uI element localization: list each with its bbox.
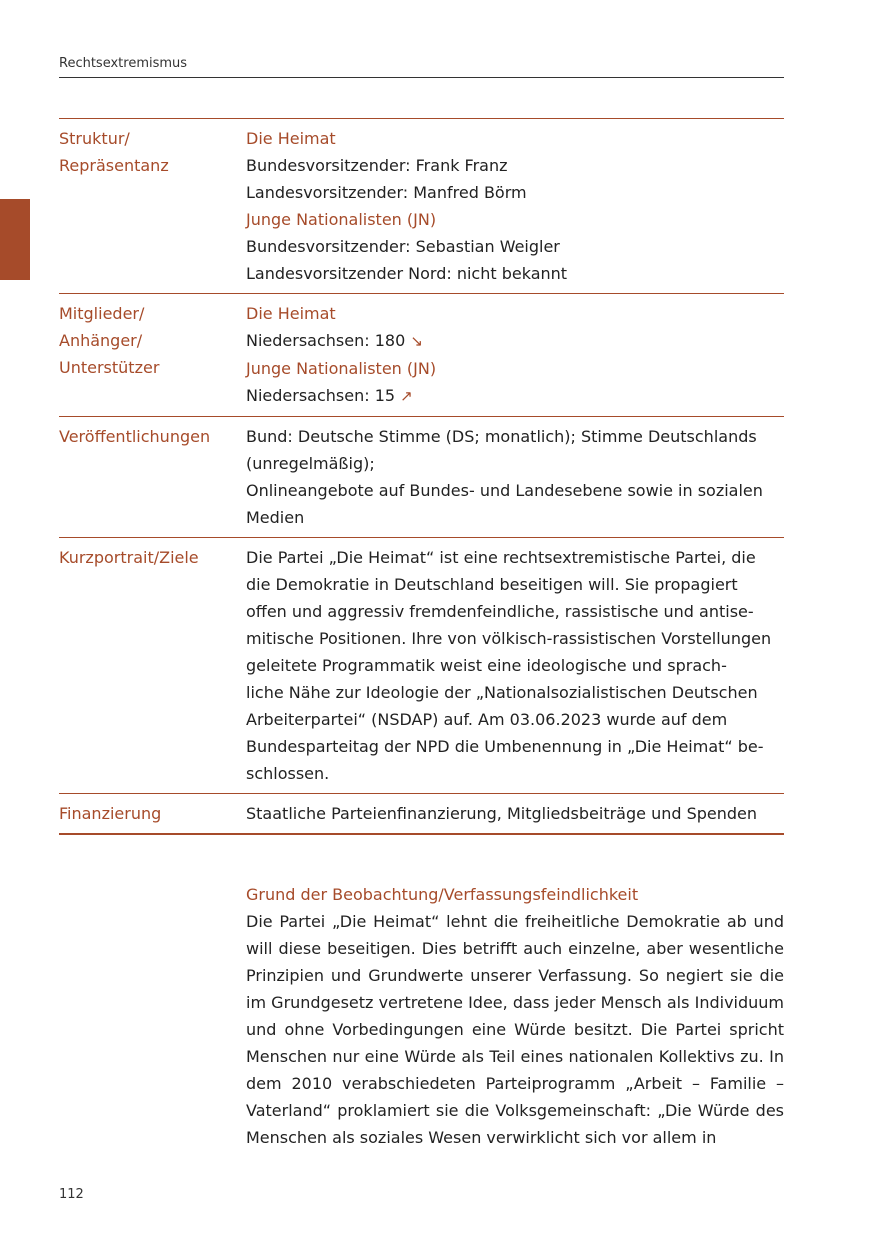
chapter-tab-marker [0,199,30,280]
value-line: Onlineangebote auf Bundes- und Landesebene sowie in sozialen [246,481,763,500]
value-line: Die Partei „Die Heimat“ ist eine rechtsextremistische Partei, die [246,548,756,567]
value-line [246,327,784,355]
running-header: Rechtsextremismus [59,56,784,78]
value-line: geleitete Programmatik weist eine ideologische und sprach- [246,656,727,675]
value-line: (unregelmäßig); [246,454,375,473]
value-line: schlossen. [246,764,330,783]
label-line: Kurzportrait/Ziele [59,548,199,567]
trend-down-icon: ↘ [410,332,423,350]
value-line: mitische Positionen. Ihre von völkisch-rassistischen Vorstellungen [246,629,772,648]
label-line: Repräsentanz [59,156,169,175]
row-label [59,794,246,835]
value-line: Medien [246,508,305,527]
row-label [59,538,246,794]
row-value [246,794,784,835]
trend-up-icon: ↗ [400,387,413,405]
value-line: Bundesvorsitzender: Frank Franz [246,156,508,175]
value-line: Bund: Deutsche Stimme (DS; monatlich); Stimme Deutschlands [246,427,757,446]
row-label [59,294,246,417]
org-name: Junge Nationalisten (JN) [246,359,437,378]
org-name: Die Heimat [246,129,336,148]
label-line: Unterstützer [59,358,160,377]
row-value [246,294,784,417]
label-line: Mitglieder/ [59,304,145,323]
label-line: Veröffentlichungen [59,427,211,446]
value-line: die Demokratie in Deutschland beseitigen will. Sie propagiert [246,575,738,594]
section-heading: Grund der Beobachtung/Verfassungsfeindlichkeit [246,885,639,904]
label-line: Anhänger/ [59,331,143,350]
observation-section [246,881,784,1151]
member-count: Niedersachsen: 15 [246,386,396,405]
value-line: Staatliche Parteienfinanzierung, Mitgliedsbeiträge und Spenden [246,804,758,823]
org-name: Die Heimat [246,304,336,323]
label-line: Finanzierung [59,804,162,823]
value-line [246,382,784,410]
table-row-kurzportrait [59,538,784,794]
value-line: Landesvorsitzender: Manfred Börm [246,183,527,202]
table-row-finanzierung [59,794,784,835]
row-value [246,417,784,538]
value-line: Bundesparteitag der NPD die Umbenennung in „Die Heimat“ be- [246,737,764,756]
value-line: Arbeiterpartei“ (NSDAP) auf. Am 03.06.2023 wurde auf dem [246,710,728,729]
section-body: Die Partei „Die Heimat“ lehnt die freiheitliche Demokratie ab und will diese beseitigen. Dies betrifft auch einzelne, aber wesentliche Prinzipien und Grundwerte unserer Verfassung. So negiert sie die im Grundgesetz vertretene Idee, dass jeder Mensch als Individuum und ohne Vorbedingungen eine Würde besitzt. Die Partei spricht Menschen nur eine Würde als Teil eines nationalen Kollektivs zu. In dem 2010 verabschiedeten Parteiprogramm „Arbeit – Familie – Vaterland“ proklamiert sie die Volksgemeinschaft: „Die Würde des Menschen als soziales Wesen verwirklicht sich vor allem in [246,912,784,1147]
label-line: Struktur/ [59,129,130,148]
fact-table [59,118,784,835]
table-row-struktur [59,119,784,294]
org-name: Junge Nationalisten (JN) [246,210,437,229]
table-row-veroeffentlichungen [59,417,784,538]
value-line: offen und aggressiv fremdenfeindliche, rassistische und antise- [246,602,754,621]
member-count: Niedersachsen: 180 [246,331,406,350]
page-number: 112 [59,1187,84,1202]
value-line: liche Nähe zur Ideologie der „Nationalsozialistischen Deutschen [246,683,758,702]
table-row-mitglieder [59,294,784,417]
row-value [246,119,784,294]
row-label [59,417,246,538]
value-line: Landesvorsitzender Nord: nicht bekannt [246,264,568,283]
value-line: Bundesvorsitzender: Sebastian Weigler [246,237,560,256]
row-label [59,119,246,294]
row-value [246,538,784,794]
